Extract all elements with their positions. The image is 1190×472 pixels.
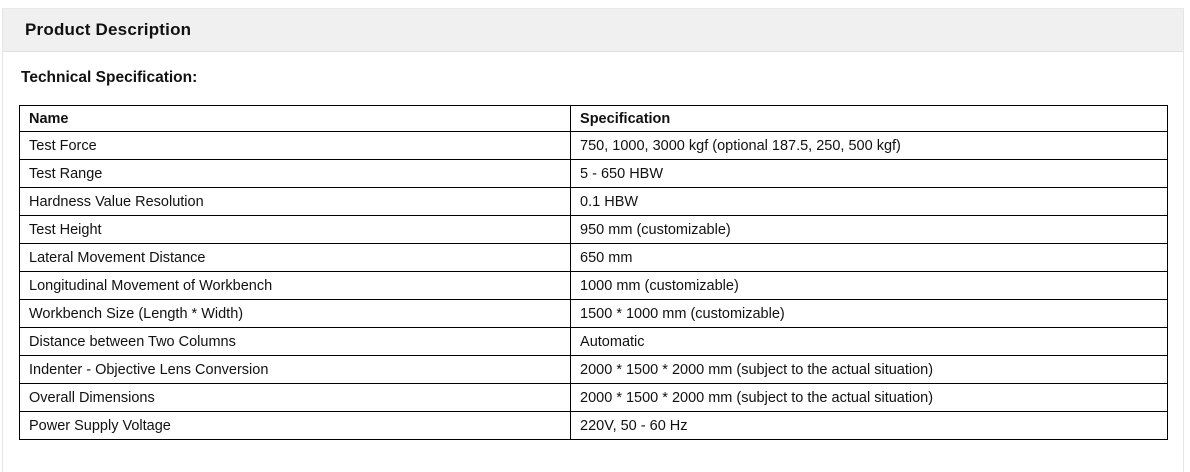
spec-name-cell: Overall Dimensions	[20, 384, 571, 412]
spec-value-cell: Automatic	[571, 328, 1168, 356]
table-row	[20, 412, 1168, 440]
spec-name-cell: Indenter - Objective Lens Conversion	[20, 356, 571, 384]
spec-name-cell: Power Supply Voltage	[20, 412, 571, 440]
table-row	[20, 328, 1168, 356]
column-header-specification: Specification	[571, 106, 1168, 132]
table-row	[20, 300, 1168, 328]
product-description-panel	[2, 8, 1184, 472]
spec-value-cell: 750, 1000, 3000 kgf (optional 187.5, 250, 500 kgf)	[571, 132, 1168, 160]
spec-value-cell: 950 mm (customizable)	[571, 216, 1168, 244]
spec-table-body	[20, 132, 1168, 440]
table-row	[20, 160, 1168, 188]
spec-value-cell: 2000 * 1500 * 2000 mm (subject to the actual situation)	[571, 356, 1168, 384]
spec-name-cell: Test Range	[20, 160, 571, 188]
table-row	[20, 188, 1168, 216]
table-row	[20, 216, 1168, 244]
spec-value-cell: 5 - 650 HBW	[571, 160, 1168, 188]
spec-name-cell: Test Height	[20, 216, 571, 244]
spec-value-cell: 650 mm	[571, 244, 1168, 272]
spec-name-cell: Distance between Two Columns	[20, 328, 571, 356]
table-row	[20, 244, 1168, 272]
spec-value-cell: 2000 * 1500 * 2000 mm (subject to the actual situation)	[571, 384, 1168, 412]
specification-table	[19, 105, 1168, 440]
table-header-row	[20, 106, 1168, 132]
spec-value-cell: 220V, 50 - 60 Hz	[571, 412, 1168, 440]
content-area	[3, 52, 1183, 440]
table-row	[20, 356, 1168, 384]
page-title: Product Description	[25, 20, 192, 39]
spec-value-cell: 0.1 HBW	[571, 188, 1168, 216]
spec-value-cell: 1500 * 1000 mm (customizable)	[571, 300, 1168, 328]
table-row	[20, 384, 1168, 412]
table-row	[20, 132, 1168, 160]
column-header-name: Name	[20, 106, 571, 132]
spec-name-cell: Hardness Value Resolution	[20, 188, 571, 216]
spec-name-cell: Test Force	[20, 132, 571, 160]
technical-specification-heading: Technical Specification:	[21, 69, 198, 86]
table-row	[20, 272, 1168, 300]
spec-name-cell: Workbench Size (Length * Width)	[20, 300, 571, 328]
spec-value-cell: 1000 mm (customizable)	[571, 272, 1168, 300]
section-header-bar	[3, 9, 1183, 52]
spec-name-cell: Lateral Movement Distance	[20, 244, 571, 272]
spec-name-cell: Longitudinal Movement of Workbench	[20, 272, 571, 300]
